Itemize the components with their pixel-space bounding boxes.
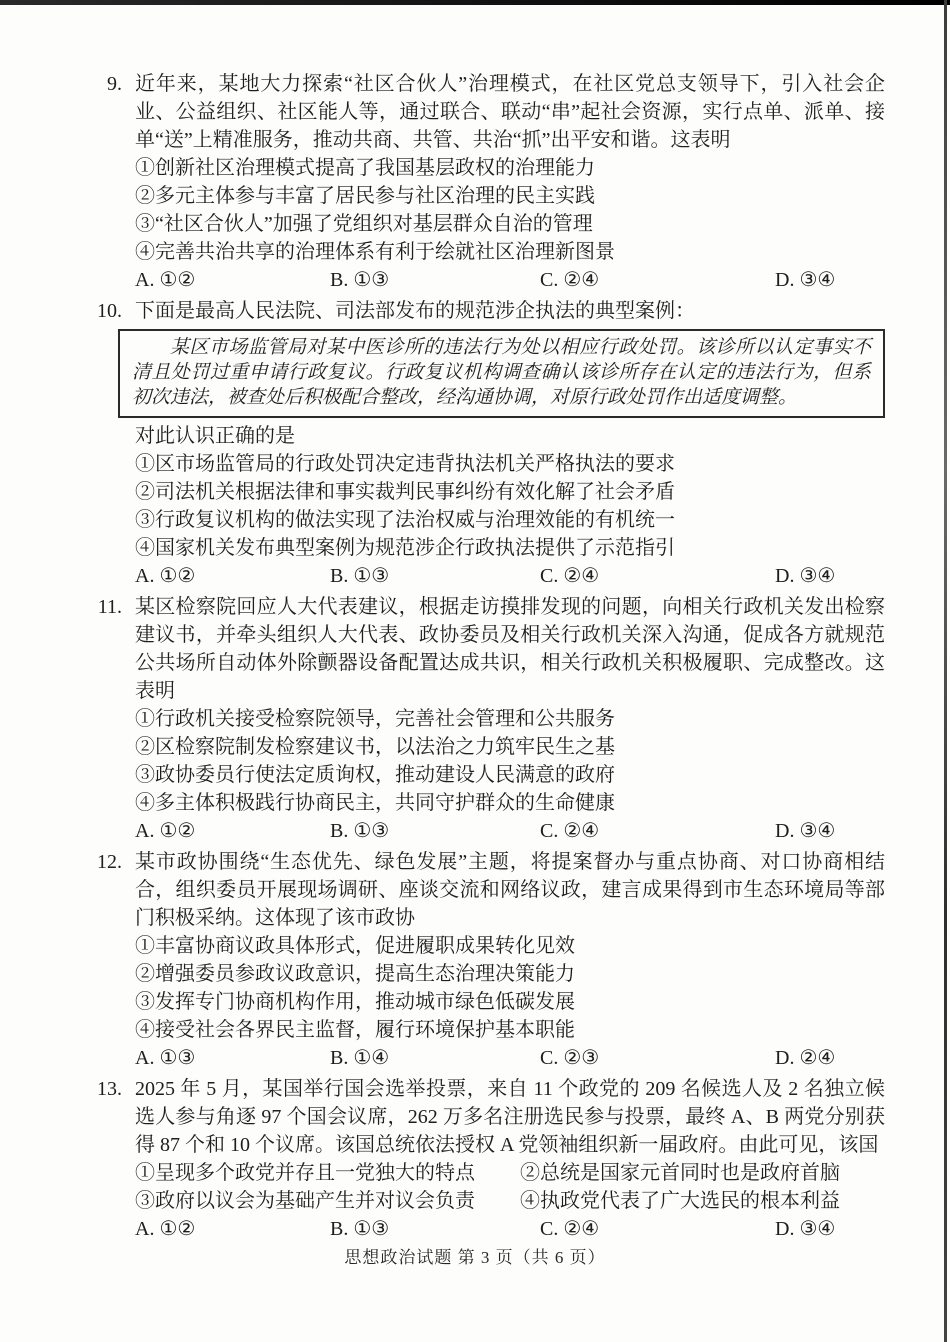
question-body bbox=[135, 70, 885, 294]
scan-edge-right bbox=[944, 0, 947, 1342]
question-stem: 某区检察院回应人大代表建议，根据走访摸排发现的问题，向相关行政机关发出检察建议书，并牵头组织人大代表、政协委员及相关行政机关深入沟通，促成各方就规范公共场所自动体外除颤器设备配置达成共识，相关行政机关积极履职、完成整改。这表明 bbox=[135, 596, 885, 702]
option-statement-1: ①丰富协商议政具体形式，促进履职成果转化见效 bbox=[135, 935, 575, 957]
choice-a: A. ①② bbox=[135, 565, 196, 587]
option-statement-4: ④多主体积极践行协商民主，共同守护群众的生命健康 bbox=[135, 792, 615, 814]
option-statement-3: ③“社区合伙人”加强了党组织对基层群众自治的管理 bbox=[135, 213, 593, 235]
question-stem: 某市政协围绕“生态优先、绿色发展”主题，将提案督办与重点协商、对口协商相结合，组织委员开展现场调研、座谈交流和网络议政，建言成果得到市生态环境局等部门积极采纳。这体现了该市政协 bbox=[135, 851, 885, 929]
choice-c: C. ②④ bbox=[540, 820, 600, 842]
question-11 bbox=[74, 593, 890, 845]
option-statements-grid bbox=[135, 1159, 885, 1215]
option-statement-1: ①行政机关接受检察院领导，完善社会管理和公共服务 bbox=[135, 708, 615, 730]
choice-c: C. ②③ bbox=[540, 1047, 600, 1069]
option-statement-2: ②多元主体参与丰富了居民参与社区治理的民主实践 bbox=[135, 185, 595, 207]
choice-b: B. ①③ bbox=[330, 565, 390, 587]
choice-b: B. ①③ bbox=[330, 269, 390, 291]
option-statement-3: ③行政复议机构的做法实现了法治权威与治理效能的有机统一 bbox=[135, 509, 675, 531]
choice-a: A. ①② bbox=[135, 269, 196, 291]
option-statement-2: ②增强委员参政议政意识，提高生态治理决策能力 bbox=[135, 963, 575, 985]
choice-b: B. ①④ bbox=[330, 1047, 390, 1069]
choice-c: C. ②④ bbox=[540, 565, 600, 587]
question-stem: 下面是最高人民法院、司法部发布的规范涉企执法的典型案例： bbox=[135, 300, 695, 322]
option-statement-4: ④接受社会各界民主监督，履行环境保护基本职能 bbox=[135, 1019, 575, 1041]
option-statement-2: ②区检察院制发检察建议书，以法治之力筑牢民生之基 bbox=[135, 736, 615, 758]
option-statement-3: ③发挥专门协商机构作用，推动城市绿色低碳发展 bbox=[135, 991, 575, 1013]
question-10 bbox=[74, 297, 890, 590]
answer-choices bbox=[135, 562, 885, 590]
question-stem: 近年来，某地大力探索“社区合伙人”治理模式，在社区党总支领导下，引入社会企业、公益组织、社区能人等，通过联合、联动“串”起社会资源，实行点单、派单、接单“送”上精准服务，推动共商、共管、共治“抓”出平安和谐。这表明 bbox=[135, 73, 885, 151]
option-statement-3: ③政府以议会为基础产生并对议会负责 bbox=[135, 1190, 475, 1212]
choice-d: D. ③④ bbox=[775, 1218, 836, 1240]
question-lead-in: 对此认识正确的是 bbox=[135, 425, 295, 447]
question-body bbox=[135, 593, 885, 845]
question-body bbox=[135, 848, 885, 1072]
answer-choices bbox=[135, 817, 885, 845]
choice-a: A. ①② bbox=[135, 820, 196, 842]
question-stem: 2025 年 5 月，某国举行国会选举投票，来自 11 个政党的 209 名候选人及 2 名独立候选人参与角逐 97 个国会议席，262 万多名注册选民参与投票，最终 A、B 两党分别获得 87 个和 10 个议席。该国总统依法授权 A 党领袖组织新一届政府。由此可见，该国 bbox=[135, 1078, 885, 1156]
scan-edge-top bbox=[0, 0, 950, 5]
question-number: 10. bbox=[97, 300, 122, 322]
choice-c: C. ②④ bbox=[540, 269, 600, 291]
question-number: 12. bbox=[97, 851, 122, 873]
option-statement-1: ①创新社区治理模式提高了我国基层政权的治理能力 bbox=[135, 157, 595, 179]
question-number: 13. bbox=[97, 1078, 122, 1100]
question-13 bbox=[74, 1075, 890, 1243]
exam-page bbox=[74, 70, 890, 1246]
answer-choices bbox=[135, 1044, 885, 1072]
option-statement-2: ②司法机关根据法律和事实裁判民事纠纷有效化解了社会矛盾 bbox=[135, 481, 675, 503]
option-statement-1: ①呈现多个政党并存且一党独大的特点 bbox=[135, 1162, 475, 1184]
choice-d: D. ③④ bbox=[775, 269, 836, 291]
question-body bbox=[135, 1075, 885, 1243]
case-text-box: 某区市场监管局对某中医诊所的违法行为处以相应行政处罚。该诊所以认定事实不清且处罚过重申请行政复议。行政复议机构调查确认该诊所存在认定的违法行为，但系初次违法，被查处后积极配合整改，经沟通协调，对原行政处罚作出适度调整。 bbox=[118, 329, 885, 418]
choice-d: D. ②④ bbox=[775, 1047, 836, 1069]
choice-d: D. ③④ bbox=[775, 820, 836, 842]
choice-c: C. ②④ bbox=[540, 1218, 600, 1240]
option-statement-4: ④执政党代表了广大选民的根本利益 bbox=[520, 1190, 840, 1212]
question-number: 11. bbox=[97, 596, 122, 618]
question-body bbox=[132, 297, 885, 590]
option-statement-1: ①区市场监管局的行政处罚决定违背执法机关严格执法的要求 bbox=[135, 453, 675, 475]
option-statement-2: ②总统是国家元首同时也是政府首脑 bbox=[520, 1162, 840, 1184]
answer-choices bbox=[135, 266, 885, 294]
option-statement-3: ③政协委员行使法定质询权，推动建设人民满意的政府 bbox=[135, 764, 615, 786]
option-statement-4: ④完善共治共享的治理体系有利于绘就社区治理新图景 bbox=[135, 241, 615, 263]
question-12 bbox=[74, 848, 890, 1072]
answer-choices bbox=[135, 1215, 885, 1243]
choice-b: B. ①③ bbox=[330, 1218, 390, 1240]
choice-a: A. ①③ bbox=[135, 1047, 196, 1069]
question-number: 9. bbox=[107, 73, 122, 95]
choice-b: B. ①③ bbox=[330, 820, 390, 842]
choice-a: A. ①② bbox=[135, 1218, 196, 1240]
question-9 bbox=[74, 70, 890, 294]
page-footer: 思想政治试题 第 3 页（共 6 页） bbox=[344, 1248, 606, 1267]
option-statement-4: ④国家机关发布典型案例为规范涉企行政执法提供了示范指引 bbox=[135, 537, 675, 559]
choice-d: D. ③④ bbox=[775, 565, 836, 587]
